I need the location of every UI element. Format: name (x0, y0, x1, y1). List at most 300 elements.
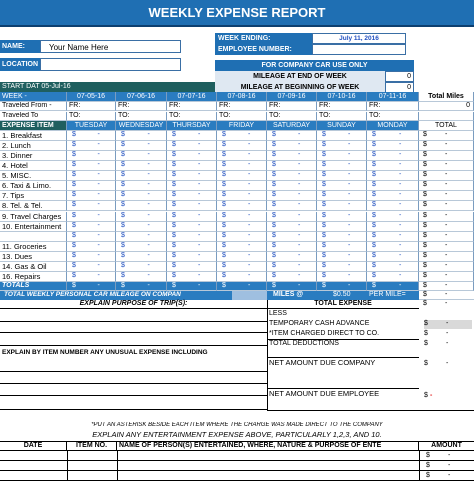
expense-cell[interactable] (67, 262, 116, 272)
net-due-company-label: NET AMOUNT DUE COMPANY (267, 357, 419, 368)
expense-total: - (445, 201, 448, 209)
expense-cell[interactable] (67, 131, 116, 141)
expense-cell[interactable] (67, 151, 116, 161)
expense-cell[interactable] (367, 181, 419, 191)
expense-cell[interactable] (116, 242, 167, 252)
dollar-sign: $ (272, 181, 276, 189)
dash-value: - (147, 191, 150, 199)
dash-value: - (399, 191, 402, 199)
dash-value: - (198, 191, 201, 199)
dollar-sign: $ (121, 241, 125, 249)
travel-prefix: TO: (69, 112, 81, 119)
mileage-end-field[interactable] (385, 71, 414, 82)
temp-advance-label: TEMPORARY CASH ADVANCE (269, 320, 370, 327)
expense-cell[interactable] (367, 201, 419, 211)
expense-row (0, 262, 474, 272)
expense-cell[interactable] (167, 181, 217, 191)
dash-value: - (348, 131, 351, 138)
expense-item-label: 7. Tips (0, 191, 67, 201)
travel-prefix: FR: (118, 102, 130, 109)
dollar-sign: $ (121, 151, 125, 159)
dash-value: - (399, 231, 402, 239)
dash-value: - (198, 151, 201, 159)
expense-cell[interactable] (367, 252, 419, 262)
expense-cell[interactable] (267, 161, 317, 171)
expense-cell[interactable] (167, 171, 217, 181)
day-header: FRIDAY (217, 121, 267, 131)
dollar-sign: $ (222, 141, 226, 149)
expense-row (0, 252, 474, 262)
dollar-sign: $ (423, 251, 427, 259)
dollar-sign: $ (272, 261, 276, 269)
expense-cell[interactable] (116, 191, 167, 201)
totals-cell (67, 282, 116, 291)
dash-value: - (348, 271, 351, 279)
expense-cell[interactable] (267, 131, 317, 141)
dash-value: - (97, 171, 100, 179)
expense-cell[interactable] (367, 141, 419, 151)
col-divider (419, 451, 420, 461)
expense-cell[interactable] (116, 171, 167, 181)
expense-cell[interactable] (317, 161, 367, 171)
expense-cell[interactable] (217, 181, 267, 191)
mileage-end-value: 0 (407, 73, 411, 80)
expense-cell[interactable] (116, 131, 167, 141)
expense-item-label: 13. Dues (0, 252, 67, 262)
summary-value: - (445, 300, 448, 307)
dollar-sign: $ (72, 271, 76, 279)
dash-value: - (298, 241, 301, 249)
expense-cell[interactable] (267, 201, 317, 211)
expense-cell[interactable] (217, 131, 267, 141)
expense-item-label: 3. Dinner (0, 151, 67, 161)
dash-value: - (97, 221, 100, 229)
mileage-end-label: MILEAGE AT END OF WEEK (215, 71, 385, 82)
travel-cell[interactable] (367, 102, 419, 111)
travel-prefix: FR: (319, 102, 331, 109)
dollar-sign: $ (322, 191, 326, 199)
summary-value-cell[interactable] (424, 320, 472, 329)
travel-prefix: FR: (369, 102, 381, 109)
expense-item-label: 14. Gas & Oil (0, 262, 67, 272)
dash-value: - (147, 231, 150, 239)
expense-total-cell (419, 161, 474, 171)
expense-cell[interactable] (116, 181, 167, 191)
expense-cell[interactable] (217, 262, 267, 272)
day-header: WEDNESDAY (116, 121, 167, 131)
expense-cell[interactable] (67, 171, 116, 181)
expense-cell[interactable] (67, 212, 116, 222)
dash-value: - (399, 131, 402, 138)
dash-value: - (248, 271, 251, 279)
dollar-sign: $ (121, 271, 125, 279)
travel-row (0, 112, 474, 121)
purpose-line[interactable] (0, 333, 267, 346)
dollar-sign: $ (372, 261, 376, 269)
travel-total-cell (419, 102, 474, 111)
expense-cell[interactable] (317, 181, 367, 191)
week-date: 07-08-16 (217, 92, 267, 102)
expense-cell[interactable] (167, 232, 217, 242)
col-divider (67, 461, 68, 471)
dollar-sign: $ (426, 462, 430, 469)
expense-cell[interactable] (367, 131, 419, 141)
expense-cell[interactable] (267, 141, 317, 151)
expense-cell[interactable] (367, 161, 419, 171)
expense-cell[interactable] (317, 232, 367, 242)
dash-value: - (248, 241, 251, 249)
dash-value: - (147, 241, 150, 249)
expense-cell[interactable] (367, 272, 419, 282)
dollar-sign: $ (72, 181, 76, 189)
expense-total-cell (419, 201, 474, 211)
employee-number-field[interactable] (312, 44, 406, 55)
day-header: SUNDAY (317, 121, 367, 131)
expense-cell[interactable] (267, 272, 317, 282)
week-ending-field[interactable] (312, 33, 406, 44)
travel-cell[interactable] (67, 112, 116, 121)
dash-value: - (348, 191, 351, 199)
dash-value: - (97, 131, 100, 138)
name-field[interactable] (40, 40, 181, 53)
travel-prefix: TO: (118, 112, 130, 119)
expense-cell[interactable] (67, 141, 116, 151)
expense-row (0, 242, 474, 252)
expense-item-header: EXPENSE ITEM (0, 121, 67, 131)
dollar-sign: $ (423, 282, 427, 289)
expense-cell[interactable] (217, 242, 267, 252)
expense-item-label: 4. Hotel (0, 161, 67, 171)
expense-cell[interactable] (267, 252, 317, 262)
dollar-sign: $ (322, 241, 326, 249)
dollar-sign: $ (272, 151, 276, 159)
col-divider (419, 471, 420, 481)
expense-cell[interactable] (167, 201, 217, 211)
explain-line[interactable] (0, 372, 267, 384)
expense-cell[interactable] (317, 151, 367, 161)
expense-cell[interactable] (267, 191, 317, 201)
expense-total-cell (419, 222, 474, 232)
dollar-sign: $ (72, 201, 76, 209)
expense-row (0, 151, 474, 161)
expense-cell[interactable] (167, 222, 217, 232)
asterisk-note: *PUT AN ASTERISK BESIDE EACH ITEM WHERE THE CHARGE WAS MADE DIRECT TO THE COMPANY (91, 422, 383, 428)
expense-cell[interactable] (217, 201, 267, 211)
dash-value: - (198, 282, 201, 289)
expense-cell[interactable] (317, 272, 367, 282)
totals-cell (267, 282, 317, 291)
dash-value: - (97, 251, 100, 259)
expense-cell[interactable] (167, 212, 217, 222)
travel-cell[interactable] (217, 112, 267, 121)
dollar-sign: $ (121, 282, 125, 289)
week-row (0, 92, 474, 102)
purpose-line[interactable] (0, 309, 267, 322)
expense-cell[interactable] (167, 151, 217, 161)
expense-cell[interactable] (367, 242, 419, 252)
expense-cell[interactable] (116, 161, 167, 171)
expense-row (0, 222, 474, 232)
expense-cell[interactable] (217, 232, 267, 242)
dollar-sign: $ (172, 151, 176, 159)
dollar-sign: $ (121, 171, 125, 179)
expense-cell[interactable] (116, 222, 167, 232)
expense-cell[interactable] (167, 191, 217, 201)
dash-value: - (348, 181, 351, 189)
dash-value: - (248, 221, 251, 229)
expense-item-label: 10. Entertainment (0, 222, 67, 232)
travel-cell[interactable] (267, 112, 317, 121)
dash-value: - (198, 201, 201, 209)
dollar-sign: $ (322, 231, 326, 239)
expense-cell[interactable] (217, 191, 267, 201)
dash-value: - (399, 271, 402, 279)
explain-line[interactable] (0, 384, 267, 396)
expense-cell[interactable] (267, 242, 317, 252)
expense-cell[interactable] (267, 151, 317, 161)
expense-cell[interactable] (367, 262, 419, 272)
expense-total-cell (419, 151, 474, 161)
expense-cell[interactable] (167, 141, 217, 151)
expense-cell[interactable] (317, 222, 367, 232)
dash-value: - (198, 141, 201, 149)
dash-value: - (198, 221, 201, 229)
summary-value-cell (424, 330, 472, 339)
expense-cell[interactable] (367, 151, 419, 161)
dollar-sign: $ (372, 211, 376, 219)
expense-cell[interactable] (67, 161, 116, 171)
expense-total: - (445, 191, 448, 199)
expense-cell[interactable] (267, 181, 317, 191)
expense-cell[interactable] (116, 252, 167, 262)
dollar-sign: $ (424, 320, 428, 327)
expense-cell[interactable] (67, 252, 116, 262)
expense-cell[interactable] (167, 242, 217, 252)
dollar-sign: $ (423, 141, 427, 149)
dash-value: - (348, 141, 351, 149)
travel-cell[interactable] (267, 102, 317, 111)
dollar-sign: $ (72, 161, 76, 169)
expense-cell[interactable] (116, 212, 167, 222)
dollar-sign: $ (222, 261, 226, 269)
expense-row (0, 131, 474, 141)
expense-item-label: 5. MISC. (0, 171, 67, 181)
week-date: 07-09-16 (267, 92, 317, 102)
expense-row (0, 141, 474, 151)
location-field[interactable] (40, 58, 181, 71)
expense-cell[interactable] (317, 252, 367, 262)
expense-cell[interactable] (167, 252, 217, 262)
travel-cell[interactable] (167, 102, 217, 111)
dollar-sign: $ (322, 221, 326, 229)
travel-cell[interactable] (367, 112, 419, 121)
totals-cell (317, 282, 367, 291)
totals-total-cell (419, 282, 474, 291)
mileage-row-label: TOTAL WEEKLY PERSONAL CAR MILEAGE ON COMPAN (0, 291, 232, 300)
travel-total: 0 (466, 102, 470, 109)
travel-cell[interactable] (116, 102, 167, 111)
day-header: MONDAY (367, 121, 419, 131)
mileage-input[interactable] (232, 291, 267, 300)
travel-cell[interactable] (167, 112, 217, 121)
dash-value: - (348, 231, 351, 239)
expense-cell[interactable] (217, 141, 267, 151)
travel-cell[interactable] (67, 102, 116, 111)
dash-value: - (348, 211, 351, 219)
dollar-sign: $ (423, 171, 427, 179)
dollar-sign: $ (424, 330, 428, 337)
expense-cell[interactable] (317, 201, 367, 211)
expense-cell[interactable] (167, 272, 217, 282)
expense-cell[interactable] (267, 171, 317, 181)
expense-cell[interactable] (67, 201, 116, 211)
dollar-sign: $ (423, 151, 427, 159)
expense-cell[interactable] (217, 222, 267, 232)
dash-value: - (97, 271, 100, 279)
expense-cell[interactable] (116, 151, 167, 161)
week-date: 07-11-16 (367, 92, 419, 102)
expense-cell[interactable] (167, 262, 217, 272)
start-day-banner (0, 82, 215, 92)
expense-cell[interactable] (167, 161, 217, 171)
dollar-sign: $ (372, 282, 376, 289)
dash-value: - (198, 171, 201, 179)
day-header: TUESDAY (67, 121, 116, 131)
dollar-sign: $ (222, 251, 226, 259)
travel-cell[interactable] (217, 102, 267, 111)
dash-value: - (248, 231, 251, 239)
net-due-employee-label: NET AMOUNT DUE EMPLOYEE (267, 388, 419, 399)
dollar-sign: $ (322, 181, 326, 189)
item-no-header: ITEM NO. (67, 442, 117, 451)
travel-cell[interactable] (116, 112, 167, 121)
expense-cell[interactable] (317, 191, 367, 201)
dash-value: - (97, 181, 100, 189)
expense-cell[interactable] (267, 262, 317, 272)
summary-value: - (446, 340, 449, 347)
travel-cell[interactable] (317, 112, 367, 121)
entertainment-row[interactable] (0, 471, 474, 481)
expense-cell[interactable] (116, 272, 167, 282)
dash-value: - (147, 181, 150, 189)
dollar-sign: $ (222, 271, 226, 279)
dollar-sign: $ (172, 211, 176, 219)
expense-item-label: 11. Groceries (0, 242, 67, 252)
expense-cell[interactable] (116, 232, 167, 242)
col-divider (67, 451, 68, 461)
expense-cell[interactable] (67, 242, 116, 252)
amount-header: AMOUNT (431, 442, 462, 449)
expense-cell[interactable] (367, 232, 419, 242)
expense-item-label (0, 232, 67, 242)
expense-cell[interactable] (217, 151, 267, 161)
explain-line[interactable] (0, 396, 267, 410)
start-day-label: START DAT 05-Jul-16 (2, 83, 71, 90)
dash-value: - (198, 211, 201, 219)
expense-cell[interactable] (217, 171, 267, 181)
expense-cell[interactable] (217, 161, 267, 171)
expense-cell[interactable] (267, 222, 317, 232)
dash-value: - (147, 161, 150, 169)
entertainment-header-row (0, 441, 474, 451)
expense-cell[interactable] (116, 201, 167, 211)
expense-cell[interactable] (317, 262, 367, 272)
entertainment-row[interactable] (0, 461, 474, 471)
expense-total: - (445, 131, 448, 138)
expense-cell[interactable] (167, 131, 217, 141)
travel-cell[interactable] (317, 102, 367, 111)
expense-total: - (445, 251, 448, 259)
dash-value: - (198, 231, 201, 239)
expense-cell[interactable] (116, 262, 167, 272)
expense-cell[interactable] (267, 212, 317, 222)
dash-value: - (298, 191, 301, 199)
expense-cell[interactable] (67, 272, 116, 282)
expense-row (0, 232, 474, 242)
mileage-total-cell (419, 291, 474, 300)
explain-line[interactable] (0, 360, 267, 372)
expense-cell[interactable] (367, 171, 419, 181)
dollar-sign: $ (423, 161, 427, 169)
purpose-line[interactable] (0, 322, 267, 333)
summary-value-cell (424, 360, 472, 369)
totals-row (0, 282, 474, 291)
expense-cell[interactable] (367, 212, 419, 222)
expense-cell[interactable] (317, 242, 367, 252)
dollar-sign: $ (222, 151, 226, 159)
dollar-sign: $ (121, 251, 125, 259)
entertainment-note: EXPLAIN ANY ENTERTAINMENT EXPENSE ABOVE, PARTICULARLY 1,2,3, AND 10. (92, 430, 382, 439)
expense-cell[interactable] (67, 232, 116, 242)
expense-cell[interactable] (217, 272, 267, 282)
dollar-sign: $ (372, 221, 376, 229)
travel-prefix: FR: (269, 102, 281, 109)
name-header: NAME OF PERSON(S) ENTERTAINED, WHERE, NATURE & PURPOSE OF ENTE (117, 442, 419, 451)
dollar-sign: $ (423, 231, 427, 239)
day-header: THURSDAY (167, 121, 217, 131)
expense-total-cell (419, 232, 474, 242)
expense-cell[interactable] (267, 232, 317, 242)
dollar-sign: $ (272, 221, 276, 229)
expense-total: - (445, 141, 448, 149)
expense-cell[interactable] (116, 141, 167, 151)
expense-cell[interactable] (217, 252, 267, 262)
dash-value: - (298, 201, 301, 209)
expense-cell[interactable] (317, 131, 367, 141)
expense-cell[interactable] (317, 141, 367, 151)
totals-cell (217, 282, 267, 291)
expense-cell[interactable] (367, 222, 419, 232)
dollar-sign: $ (372, 271, 376, 279)
explain-by-item-label: EXPLAIN BY ITEM NUMBER ANY UNUSUAL EXPENSE INCLUDING (2, 349, 208, 356)
dash-value: - (448, 452, 451, 459)
expense-cell[interactable] (317, 171, 367, 181)
date-header: DATE (0, 442, 67, 451)
expense-cell[interactable] (67, 181, 116, 191)
dollar-sign: $ (172, 161, 176, 169)
expense-cell[interactable] (317, 212, 367, 222)
dollar-sign: $ (121, 181, 125, 189)
expense-cell[interactable] (217, 212, 267, 222)
expense-total-cell (419, 242, 474, 252)
dash-value: - (448, 472, 451, 479)
expense-total: - (445, 151, 448, 159)
entertainment-row[interactable] (0, 451, 474, 461)
expense-cell[interactable] (367, 191, 419, 201)
expense-cell[interactable] (67, 222, 116, 232)
dollar-sign: $ (121, 231, 125, 239)
expense-cell[interactable] (67, 191, 116, 201)
